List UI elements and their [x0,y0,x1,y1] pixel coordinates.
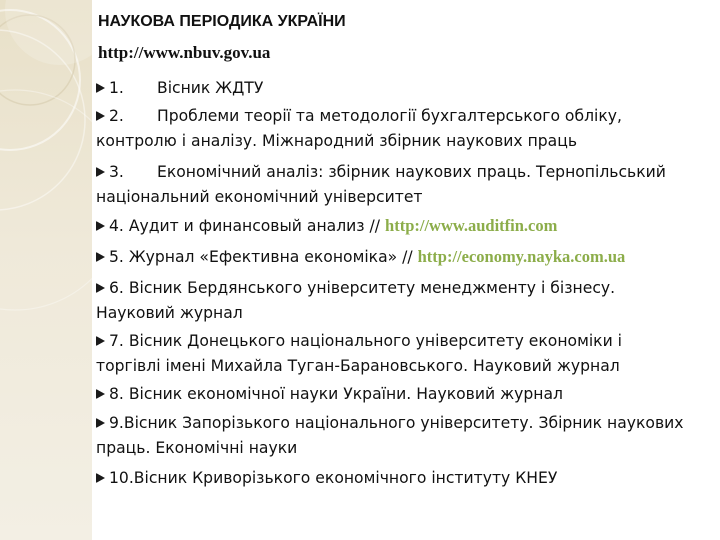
arrow-bullet-icon [96,252,105,262]
arrow-bullet-icon [96,473,105,483]
auditfin-link[interactable]: http://www.auditfin.com [385,216,558,235]
list-item: 7. Вісник Донецького національного університету економіки і торгівлі імені Михайла Туган-Барановського. Науковий журнал [96,332,623,375]
arrow-bullet-icon [96,418,105,428]
list-item: 1. Вісник ЖДТУ [96,76,708,101]
arrow-bullet-icon [96,83,105,93]
arrow-bullet-icon [96,389,105,399]
decorative-swirl-icon [0,0,92,540]
nbuv-url[interactable]: http://www.nbuv.gov.ua [98,43,271,62]
arrow-bullet-icon [96,221,105,231]
list-item: 8. Вісник економічної науки України. Науковий журнал [96,382,708,407]
list-item: 4. Аудит и финансовый анализ // http://www.auditfin.com [96,213,708,239]
list-item: 3. Економічний аналіз: збірник наукових праць. Тернопільський національний економічний університет [96,163,666,206]
list-item: 5. Журнал «Ефективна економіка» // http://economy.nayka.com.ua [96,244,708,270]
list-item: 9.Вісник Запорізького національного університету. Збірник наукових праць. Економічні науки [96,414,684,457]
arrow-bullet-icon [96,336,105,346]
arrow-bullet-icon [96,111,105,121]
list-item: 6. Вісник Бердянського університету менеджменту і бізнесу. Науковий журнал [96,279,616,322]
arrow-bullet-icon [96,283,105,293]
slide-title: НАУКОВА ПЕРІОДИКА УКРАЇНИ [98,13,346,30]
list-item: 10.Вісник Криворізького економічного інституту КНЕУ [96,466,708,491]
arrow-bullet-icon [96,167,105,177]
economy-nayka-link[interactable]: http://economy.nayka.com.ua [417,247,626,266]
list-item: 2. Проблеми теорії та методології бухгалтерського обліку, контролю і аналізу. Міжнародний збірник наукових праць [96,107,622,150]
decorative-sidebar [0,0,92,540]
